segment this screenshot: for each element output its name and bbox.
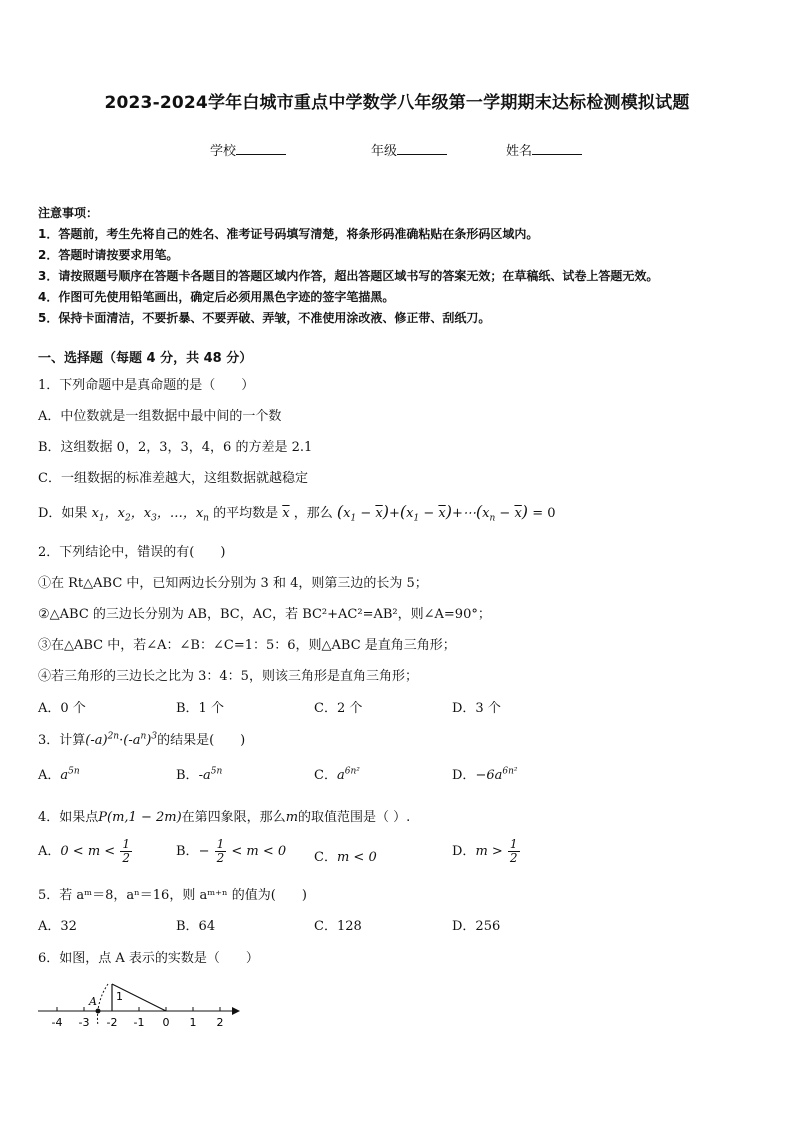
school-blank[interactable] [236, 142, 286, 155]
page-title: 2023-2024学年白城市重点中学数学八年级第一学期期末达标检测模拟试题 [104, 93, 690, 113]
height-label: 1 [116, 990, 123, 1003]
grade-blank[interactable] [397, 142, 447, 155]
q4-option-c-label: C． [314, 850, 337, 865]
q4-option-b[interactable] [176, 838, 286, 865]
q1-d-prefix: D．如果 [38, 506, 88, 521]
q1-d-mean: $\overline{x}$ [282, 506, 290, 521]
q1-option-b[interactable]: B．这组数据 0，2，3，3，4，6 的方差是 2.1 [38, 440, 313, 455]
q4-option-a-expr: 0 < m < $\frac{1}{2}$ [60, 837, 130, 865]
q3-option-d[interactable] [452, 764, 518, 783]
q5-option-c[interactable]: C．128 [314, 919, 362, 934]
q4-option-a-label: A． [38, 844, 61, 859]
q1-d-mid: 的平均数是 [213, 506, 279, 521]
tick-label: -1 [133, 1016, 145, 1029]
note-item: 4．作图可先使用铅笔画出，确定后必须用黑色字迹的签字笔描黑。 [38, 290, 395, 304]
q3-option-c-label: C． [314, 768, 337, 783]
note-item: 1．答题前，考生先将自己的姓名、准考证号码填写清楚，将条形码准确粘贴在条形码区域内。 [38, 227, 539, 241]
q3-option-a[interactable] [38, 764, 80, 783]
q3-stem-post: 的结果是( ) [157, 733, 246, 748]
notes-block [38, 203, 658, 329]
q2-statement-2: ②△ABC 的三边长分别为 AB，BC，AC，若 BC²+AC²=AB²，则∠A=90°； [38, 607, 491, 622]
q5-stem: 5．若 aᵐ＝8，aⁿ＝16，则 aᵐ⁺ⁿ 的值为( ) [38, 888, 307, 903]
note-item: 5．保持卡面清洁，不要折暴、不要弄破、弄皱，不准使用涂改液、修正带、刮纸刀。 [38, 311, 491, 325]
q1-d-variables: $x_1$，$x_2$，$x_3$，…，$x_n$ [91, 506, 209, 524]
q4-stem-post: 在第四象限，那么 [181, 810, 286, 825]
q6-stem: 6．如图，点 A 表示的实数是（ ） [38, 951, 259, 966]
note-item: 3．请按照题号顺序在答题卡各题目的答题区域内作答，超出答题区域书写的答案无效；在草稿纸、试卷上答题无效。 [38, 269, 659, 283]
q3-option-c-expr: $a^{6n^2}$ [336, 766, 360, 783]
q3-option-d-label: D． [452, 768, 476, 783]
q4-option-b-label: B． [176, 844, 199, 859]
q1-stem: 1．下列命题中是真命题的是（ ） [38, 378, 255, 393]
notes-heading: 注意事项： [38, 206, 99, 220]
q4-point: P(m,1 − 2m) [98, 810, 182, 825]
grade-field[interactable] [371, 140, 447, 159]
q3-option-b-expr: $-a^{5n}$ [198, 766, 223, 783]
tick-label: 2 [216, 1016, 224, 1029]
q4-option-c-expr: m < 0 [336, 850, 377, 865]
q1-option-d[interactable] [38, 502, 555, 524]
q2-option-b[interactable]: B．1 个 [176, 701, 224, 716]
tick-label: -4 [51, 1016, 63, 1029]
q2-statement-4: ④若三角形的三边长之比为 3：4：5，则该三角形是直角三角形； [38, 669, 418, 684]
school-label: 学校 [210, 144, 237, 159]
q6-number-line-figure [34, 978, 244, 1030]
school-field[interactable] [210, 140, 286, 159]
q2-stem: 2．下列结论中，错误的有( ) [38, 545, 226, 560]
q4-option-a[interactable] [38, 838, 133, 865]
q3-option-b-label: B． [176, 768, 199, 783]
q2-option-d[interactable]: D．3 个 [452, 701, 501, 716]
q4-option-d-label: D． [452, 844, 476, 859]
q5-option-a[interactable]: A．32 [38, 919, 77, 934]
q2-statement-3: ③在△ABC 中，若∠A：∠B：∠C=1：5：6，则△ABC 是直角三角形； [38, 638, 456, 653]
axis-arrow-icon [232, 1007, 240, 1015]
q4-option-c[interactable] [314, 846, 377, 865]
q2-option-c[interactable]: C．2 个 [314, 701, 363, 716]
tick-label: -3 [78, 1016, 90, 1029]
q5-option-d[interactable]: D．256 [452, 919, 501, 934]
q3-option-a-label: A． [38, 768, 61, 783]
q4-stem-end: 的取值范围是（ ）. [298, 810, 411, 825]
tick-label: 1 [189, 1016, 197, 1029]
tick-label: -2 [106, 1016, 118, 1029]
q3-expression: $(-a)^{2n}\cdot(-a^n)^3$ [85, 731, 158, 748]
tick-label: 0 [162, 1016, 170, 1029]
q3-option-a-expr: $a^{5n}$ [60, 766, 80, 783]
q3-stem [38, 729, 245, 748]
q4-option-d-expr: m > $\frac{1}{2}$ [475, 837, 518, 865]
q4-option-b-expr: − $\frac{1}{2}$ < m < 0 [198, 837, 287, 865]
q4-stem [38, 806, 410, 825]
q4-stem-pre: 4．如果点 [38, 810, 99, 825]
q3-option-d-expr: $-6a^{6n^2}$ [475, 766, 518, 783]
q3-option-b[interactable] [176, 764, 222, 783]
q4-variable: m [285, 810, 299, 825]
section-heading: 一、选择题（每题 4 分，共 48 分） [38, 351, 253, 366]
q2-statement-1: ①在 Rt△ABC 中，已知两边长分别为 3 和 4，则第三边的长为 5； [38, 576, 428, 591]
q1-d-eq: = 0 [532, 506, 556, 521]
point-a-dot [96, 1009, 101, 1014]
name-label: 姓名 [506, 144, 533, 159]
q4-option-d[interactable] [452, 838, 521, 865]
name-blank[interactable] [532, 142, 582, 155]
q1-option-c[interactable]: C．一组数据的标准差越大，这组数据就越稳定 [38, 471, 308, 486]
q1-option-a[interactable]: A．中位数就是一组数据中最中间的一个数 [38, 409, 282, 424]
q3-option-c[interactable] [314, 764, 360, 783]
q1-d-expression: $(x_1 - \overline{x})+(x_1$ − $\overline{x})+\cdots(x_n - \overline{x})$ [336, 502, 529, 524]
grade-label: 年级 [371, 144, 398, 159]
name-field[interactable] [506, 140, 582, 159]
point-a-label: A [89, 995, 97, 1008]
q1-d-then: ，那么 [293, 506, 333, 521]
q3-stem-pre: 3．计算 [38, 733, 86, 748]
tick-marks [57, 1007, 220, 1011]
q2-option-a[interactable]: A．0 个 [38, 701, 86, 716]
q5-option-b[interactable]: B．64 [176, 919, 216, 934]
note-item: 2．答题时请按要求用笔。 [38, 248, 179, 262]
